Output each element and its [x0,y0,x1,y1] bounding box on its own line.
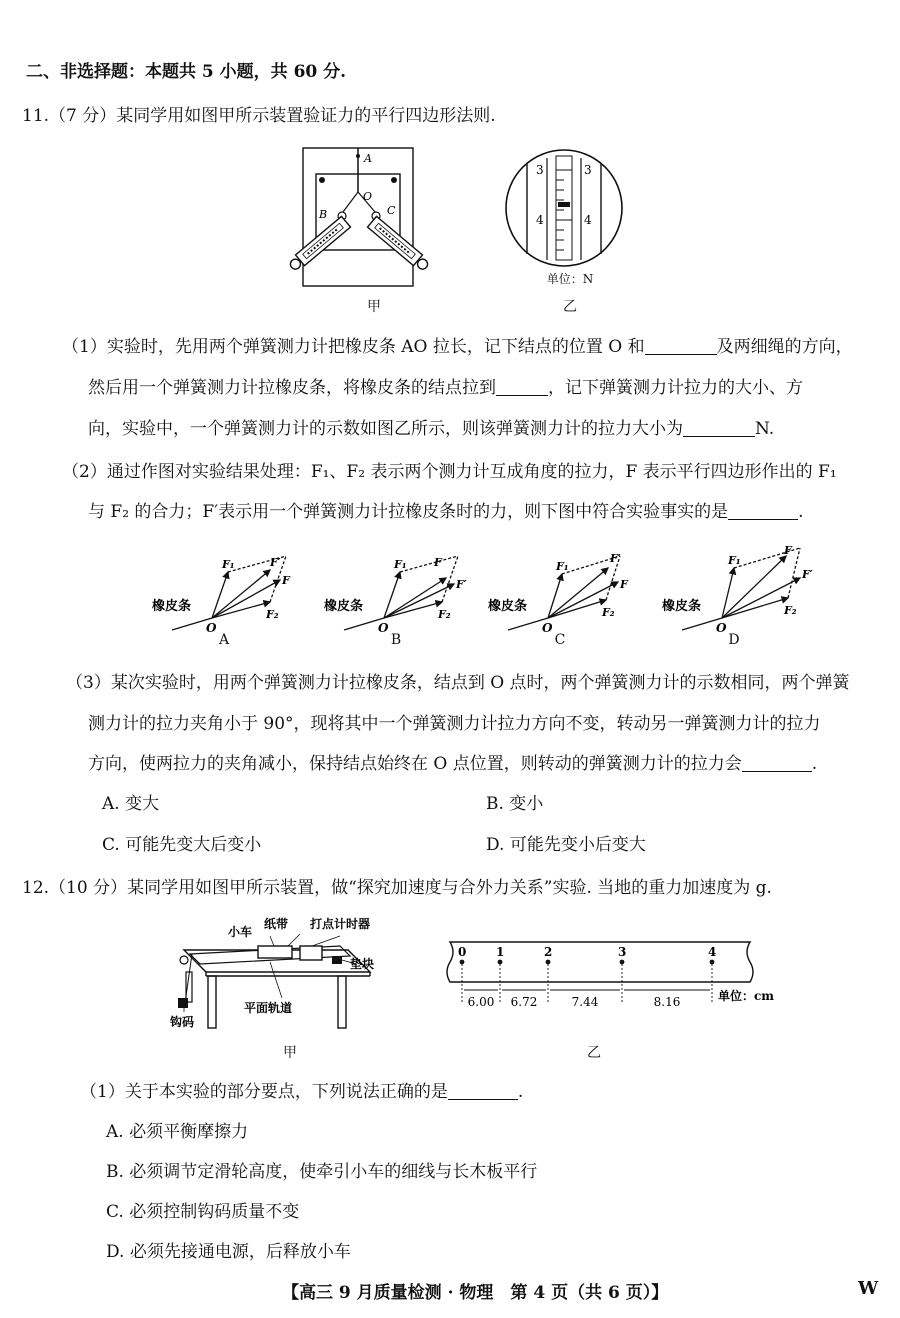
label-gouma: 钩码 [170,1015,195,1029]
vector-diagram-caption: C [554,632,566,648]
tape-point [710,960,715,965]
tick-3-left: 3 [536,163,544,177]
page-footer: 【高三 9 月质量检测 · 物理 第 4 页（共 6 页）】 [282,1283,669,1303]
tape-point-label: 2 [544,945,553,959]
tape-point [460,960,465,965]
q11-p2-line2 [88,500,803,524]
q11-p1-line2 [88,376,803,400]
page-watermark: W [858,1278,879,1299]
tape-point-label: 0 [458,945,467,959]
rubber-band-label: 橡皮条 [324,599,364,614]
tape-point-label: 3 [618,945,627,959]
rubber-band-label: 橡皮条 [662,599,702,614]
q11-fig-jia-caption: 甲 [367,299,381,315]
q12-fig-yi-caption: 乙 [587,1045,601,1061]
q11-p3-line3-b: . [811,754,818,774]
answer-blank-2[interactable] [496,377,548,396]
q12-fig-jia-caption: 甲 [283,1045,297,1061]
answer-blank-1[interactable] [645,336,717,355]
tape-point [498,960,503,965]
q11-p1-line1 [62,335,853,359]
tape-point [546,960,551,965]
label-F: F [784,544,792,557]
q11-p1-line1-a: （1）实验时，先用两个弹簧测力计把橡皮条 AO 拉长，记下结点的位置 O 和 [62,337,645,357]
q11-p1-line2-b: ，记下弹簧测力计拉力的大小、方 [548,378,803,398]
label-Fprime: F′ [270,556,281,569]
label-F2: F₂ [438,608,451,621]
vector-diagram-caption: A [218,632,230,648]
q11-p1-line1-b: 及两细绳的方向， [716,337,853,357]
label-F1: F₁ [222,558,235,571]
point-O: O [542,621,553,635]
fp-arrow [548,568,608,618]
label-Fprime: F′ [610,552,621,565]
point-O: O [716,621,727,635]
label-F2: F₂ [602,606,615,619]
q12-intro: 12.（10 分）某同学用如图甲所示装置，做“探究加速度与合外力关系”实验. 当地的重力加速度为 g. [22,878,772,898]
q12-p1-a: （1）关于本实验的部分要点，下列说法正确的是 [80,1082,448,1102]
f-arrow [384,578,446,618]
label-guidao: 平面轨道 [244,1001,293,1015]
label-xiaoche: 小车 [228,925,253,939]
q11-fig-yi-unit: 单位：N [546,272,594,286]
tape-unit: 单位：cm [718,989,775,1003]
label-B: B [319,208,328,221]
q11-p2-line2-a: 与 F₂ 的合力；F′表示用一个弹簧测力计拉橡皮条时的力，则下图中符合实验事实的是 [88,502,729,522]
tape-distance: 7.44 [571,995,599,1009]
tick-4-right: 4 [584,213,592,227]
vector-diagram-caption: B [390,632,402,648]
q12-option-B: B. 必须调节定滑轮高度，使牵引小车的细线与长木板平行 [106,1162,538,1182]
q11-p1-line3 [88,417,774,441]
q11-p1-line3-a: 向，实验中，一个弹簧测力计的示数如图乙所示，则该弹簧测力计的拉力大小为 [88,419,683,439]
tape-point [620,960,625,965]
label-diankuai: 垫块 [350,957,375,971]
label-A: A [364,152,372,165]
q11-option-A: A. 变大 [102,794,160,814]
label-jishiqi: 打点计时器 [310,917,371,931]
q11-p3-line3-a: 方向，使两拉力的夹角减小，保持结点始终在 O 点位置，则转动的弹簧测力计的拉力会 [88,754,742,774]
tick-4-left: 4 [536,213,544,227]
label-F: F [434,556,442,569]
vector-diagram-caption: D [728,632,740,648]
q11-fig-jia [283,146,433,291]
tape-distance: 6.72 [510,995,538,1009]
q12-fig-jia [170,916,382,1036]
q11-option-C: C. 可能先变大后变小 [102,835,262,855]
q11-intro: 11.（7 分）某同学用如图甲所示装置验证力的平行四边形法则. [22,106,496,126]
tape-distance: 8.16 [653,995,681,1009]
label-F: F [282,574,290,587]
q12-option-C: C. 必须控制钩码质量不变 [106,1202,300,1222]
f1-arrow [722,568,734,618]
dashed-side [400,556,458,572]
q11-p1-line3-b: N. [755,419,775,439]
q12-option-D: D. 必须先接通电源，后释放小车 [106,1242,351,1262]
q11-fig-yi [500,150,628,270]
rubber-band-label: 橡皮条 [488,599,528,614]
label-F2: F₂ [784,604,797,617]
tape-point-label: 1 [496,945,505,959]
label-F: F [620,578,628,591]
answer-blank-4[interactable] [728,501,798,520]
answer-blank-5[interactable] [742,753,812,772]
tick-3-right: 3 [584,163,592,177]
label-F1: F₁ [394,558,407,571]
label-F2: F₂ [266,608,279,621]
rubber-band-label: 橡皮条 [152,599,192,614]
answer-blank-3[interactable] [683,418,755,437]
q11-option-B: B. 变小 [486,794,544,814]
q11-p3-line3 [88,752,817,776]
tape-point-label: 4 [708,945,717,959]
q12-p1 [80,1080,523,1104]
label-O: O [363,190,373,203]
q12-p1-b: . [517,1082,524,1102]
q11-p3-line2: 测力计的拉力夹角小于 90°，现将其中一个弹簧测力计拉力方向不变，转动另一弹簧测力计的拉力 [88,714,821,734]
label-F1: F₁ [556,560,569,573]
q11-p2-line2-b: . [798,502,804,522]
label-C: C [387,204,396,217]
label-zhidai: 纸带 [264,917,289,931]
label-Fprime: F′ [802,568,813,581]
q11-option-D: D. 可能先变小后变大 [486,835,646,855]
answer-blank-6[interactable] [448,1081,518,1100]
label-Fprime: F′ [456,578,467,591]
section-header: 二、非选择题：本题共 5 小题，共 60 分. [26,62,347,82]
q11-p3-line1: （3）某次实验时，用两个弹簧测力计拉橡皮条，结点到 O 点时，两个弹簧测力计的示数相同，两个弹簧 [66,673,850,693]
point-O: O [378,621,389,635]
q12-option-A: A. 必须平衡摩擦力 [106,1122,249,1142]
q11-fig-yi-caption: 乙 [563,299,577,315]
q11-p1-line2-a: 然后用一个弹簧测力计拉橡皮条，将橡皮条的结点拉到 [88,378,496,398]
tape-distance: 6.00 [467,995,495,1009]
label-F1: F₁ [728,554,741,567]
point-O: O [206,621,217,635]
q12-fig-yi [436,940,776,1020]
q11-p2-line1: （2）通过作图对实验结果处理：F₁、F₂ 表示两个测力计互成角度的拉力，F 表示平行四边形作出的 F₁ [62,462,837,482]
